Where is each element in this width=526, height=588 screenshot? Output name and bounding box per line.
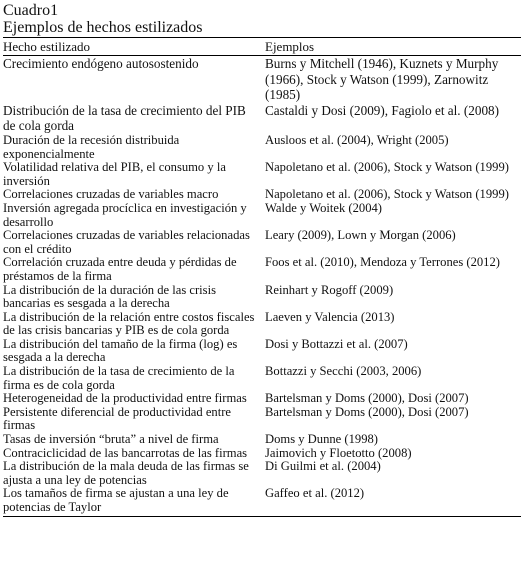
table-caption — [3, 2, 523, 36]
table-number: Cuadro1 — [3, 2, 59, 19]
fact-cell: Tasas de inversión “bruta” a nivel de firma — [3, 432, 219, 447]
table-row — [3, 433, 521, 447]
examples-cell: Di Guilmi et al. (2004) — [265, 459, 381, 474]
table-row — [3, 447, 521, 461]
table-row — [3, 161, 521, 188]
fact-cell: La distribución del tamaño de la firma (log) es sesgada a la derecha — [3, 336, 238, 365]
fact-cell: Persistente diferencial de productividad entre firmas — [3, 404, 231, 433]
fact-cell: Correlaciones cruzadas de variables relacionadas con el crédito — [3, 228, 250, 256]
table-row — [3, 56, 521, 103]
fact-cell: Duración de la recesión distribuida exponencialmente — [3, 132, 180, 161]
fact-cell: Heterogeneidad de la productividad entre firmas — [3, 391, 247, 406]
column-header-fact: Hecho estilizado — [3, 38, 265, 56]
table-row — [3, 202, 521, 229]
table-row — [3, 460, 521, 487]
facts-table-wrapper — [3, 37, 523, 517]
fact-cell: La distribución de la tasa de crecimiento de la firma es de cola gorda — [3, 364, 235, 392]
fact-cell: La distribución de la mala deuda de las firmas se ajusta a una ley de potencias — [3, 459, 249, 487]
fact-cell: La distribución de la relación entre costos fiscales de las crisis bancarias y PIB es de cola gorda — [3, 309, 255, 338]
table-row — [3, 311, 521, 338]
table-row — [3, 487, 521, 516]
fact-cell: Inversión agregada procíclica en investigación y desarrollo — [3, 200, 247, 229]
examples-cell: Ausloos et al. (2004), Wright (2005) — [265, 132, 449, 147]
table-row — [3, 103, 521, 134]
page — [0, 2, 526, 588]
fact-cell: Volatilidad relativa del PIB, el consumo y la inversión — [3, 160, 226, 188]
table-row — [3, 229, 521, 256]
examples-cell: Napoletano et al. (2006), Stock y Watson (1999) — [265, 160, 509, 175]
fact-cell: Crecimiento endógeno autosostenido — [3, 56, 199, 71]
table-row — [3, 406, 521, 433]
fact-cell: Los tamaños de firma se ajustan a una ley de potencias de Taylor — [3, 487, 265, 516]
stylized-facts-table — [3, 37, 521, 517]
examples-cell: Laeven y Valencia (2013) — [265, 309, 395, 324]
table-row — [3, 392, 521, 406]
table-row — [3, 188, 521, 202]
table-header-row — [3, 38, 521, 56]
table-row — [3, 284, 521, 311]
fact-cell: Distribución de la tasa de crecimiento del PIB de cola gorda — [3, 102, 246, 134]
examples-cell: Castaldi y Dosi (2009), Fagiolo et al. (2008) — [265, 102, 500, 118]
examples-cell: Leary (2009), Lown y Morgan (2006) — [265, 228, 456, 243]
fact-cell: Correlación cruzada entre deuda y pérdidas de préstamos de la firma — [3, 255, 237, 283]
examples-cell: Doms y Dunne (1998) — [265, 432, 378, 447]
examples-cell: Gaffeo et al. (2012) — [265, 487, 521, 516]
examples-cell: Burns y Mitchell (1946), Kuznets y Murphy (1966), Stock y Watson (1999), Zarnowitz (1985) — [265, 56, 499, 103]
examples-cell: Reinhart y Rogoff (2009) — [265, 282, 394, 297]
examples-cell: Foos et al. (2010), Mendoza y Terrones (2012) — [265, 255, 500, 270]
fact-cell: La distribución de la duración de las crisis bancarias es sesgada a la derecha — [3, 282, 216, 311]
examples-cell: Jaimovich y Floetotto (2008) — [265, 445, 412, 460]
table-title: Ejemplos de hechos estilizados — [3, 19, 203, 36]
examples-cell: Walde y Woitek (2004) — [265, 200, 383, 215]
examples-cell: Dosi y Bottazzi et al. (2007) — [265, 336, 408, 351]
examples-cell: Bottazzi y Secchi (2003, 2006) — [265, 364, 422, 379]
fact-cell: Contraciclicidad de las bancarrotas de las firmas — [3, 445, 248, 460]
table-row — [3, 256, 521, 283]
examples-cell: Bartelsman y Doms (2000), Dosi (2007) — [265, 404, 469, 419]
table-row — [3, 365, 521, 392]
examples-cell: Bartelsman y Doms (2000), Dosi (2007) — [265, 391, 469, 406]
examples-cell: Napoletano et al. (2006), Stock y Watson (1999) — [265, 187, 509, 202]
table-row — [3, 338, 521, 365]
column-header-examples: Ejemplos — [265, 38, 521, 56]
table-row — [3, 134, 521, 161]
fact-cell: Correlaciones cruzadas de variables macro — [3, 187, 219, 202]
